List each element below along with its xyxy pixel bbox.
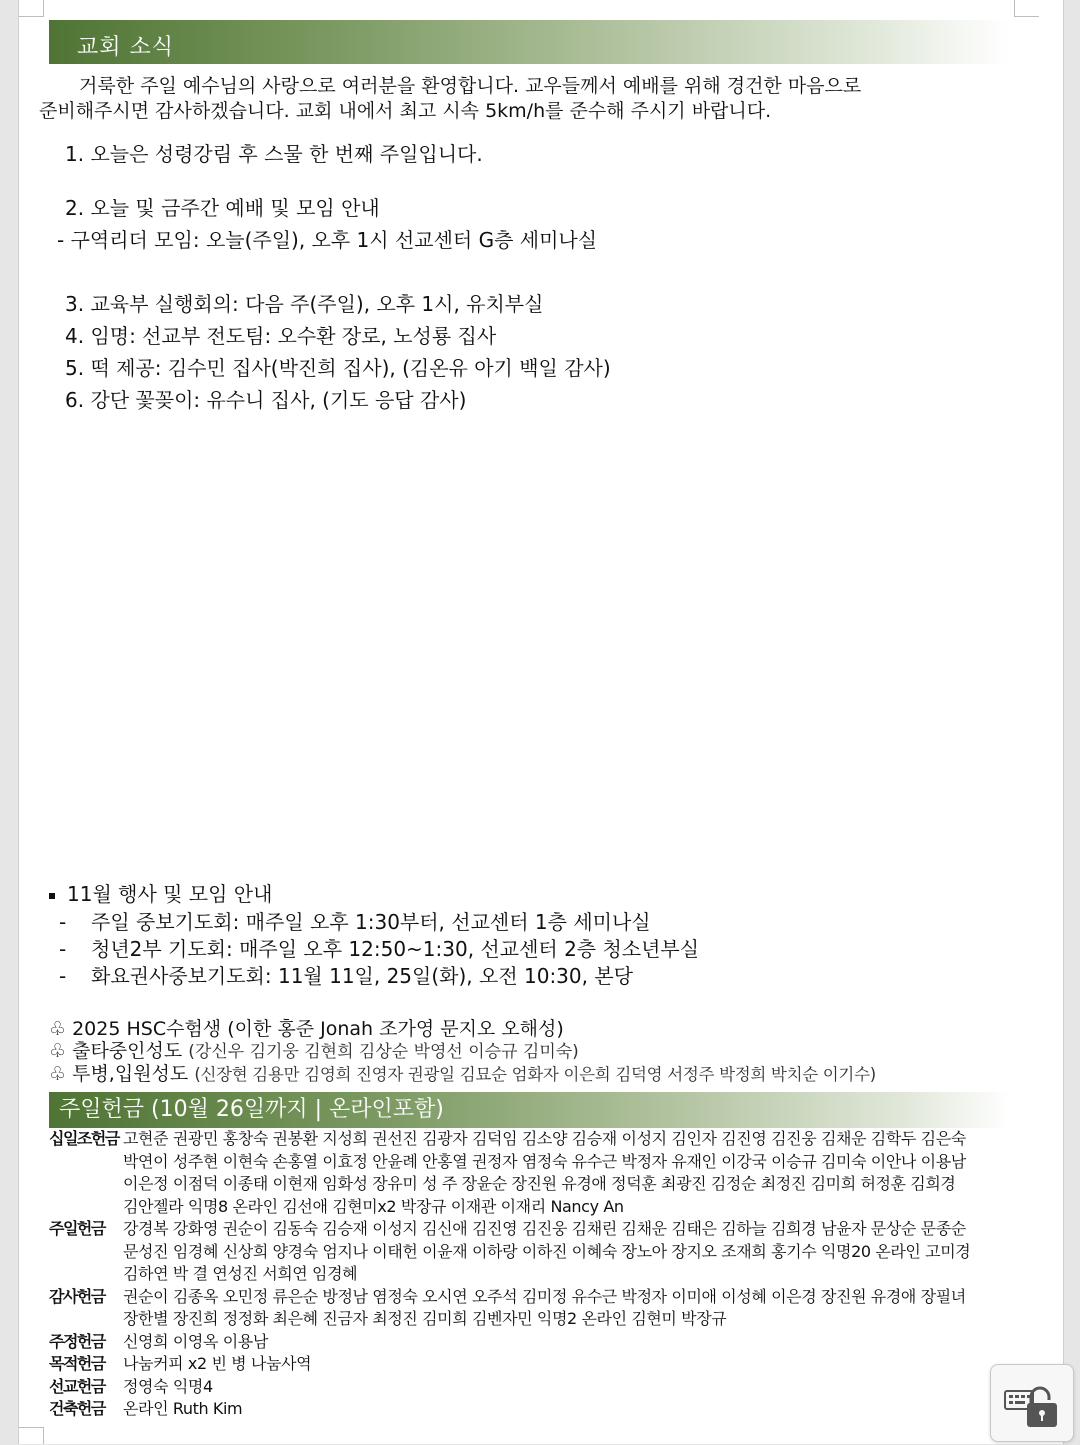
offering-names [123, 1286, 1009, 1331]
prayer-line-travel [49, 1040, 1009, 1063]
november-heading-text: 11월 행사 및 모임 안내 [67, 882, 273, 906]
offering-row-purpose [49, 1353, 1009, 1376]
offering-names-line: 온라인 Ruth Kim [123, 1399, 243, 1418]
offering-names-line: 장한별 장진희 정정화 최은혜 진금자 최정진 김미희 김벤자민 익명2 온라인 김현미 박장규 [123, 1309, 727, 1328]
prayer-names-travel: (강신우 김기웅 김현희 김상순 박영선 이승규 김미숙) [188, 1042, 579, 1062]
offerings-title: 주일헌금 (10월 26일까지 | 온라인포함) [59, 1097, 444, 1122]
news-item-2-sub: - 구역리더 모임: 오늘(주일), 오후 1시 선교센터 G층 세미나실 [57, 228, 598, 252]
crop-mark-top-right [1014, 0, 1039, 17]
clover-icon: ♧ [49, 1063, 67, 1085]
news-item-5: 5. 떡 제공: 김수민 집사(박진희 집사), (김온유 아기 백일 감사) [65, 356, 611, 380]
offering-row-regular [49, 1331, 1009, 1354]
november-item-1 [49, 909, 1009, 936]
offering-names-line: 이은정 이점덕 이종태 이현재 임화성 장유미 성 주 장윤순 장진원 유경애 정덕훈 최광진 김정순 최정진 김미희 허정훈 김희경 [123, 1174, 956, 1193]
document-page [18, 0, 1064, 1444]
offering-names [123, 1331, 1009, 1354]
keyboard-lock-icon [991, 1365, 1073, 1441]
news-item-4: 4. 임명: 선교부 전도팀: 오수환 장로, 노성룡 집사 [65, 324, 497, 348]
offering-names-line: 김안젤라 익명8 온라인 김선애 김현미x2 박장규 이재관 이재리 Nancy An [123, 1196, 624, 1216]
offering-names-line: 권순이 김종옥 오민정 류은순 방정남 염정숙 오시연 오주석 김미정 유수근 박정자 이미애 이성혜 이은경 장진원 유경애 장필녀 [123, 1286, 966, 1306]
clover-icon: ♧ [49, 1040, 67, 1062]
november-item-3-text: 화요권사중보기도회: 11월 11일, 25일(화), 오전 10:30, 본당 [91, 964, 633, 988]
november-item-2 [49, 936, 1009, 963]
welcome-paragraph [39, 74, 1009, 124]
prayer-label-travel: 출타중인성도 [72, 1040, 183, 1062]
offering-names-line: 박연이 성주현 이현숙 손홍열 이효정 안윤례 안홍열 권정자 염정숙 유수근 박정자 유재인 이강국 이승규 김미숙 이안나 이용남 [123, 1151, 966, 1171]
offering-names [123, 1398, 1009, 1421]
offering-names-line: 고현준 권광민 홍창숙 권봉환 지성희 권선진 김광자 김덕임 김소양 김승재 이성지 김인자 김진영 김진웅 김채운 김학두 김은숙 [123, 1129, 966, 1148]
offering-row-thanks [49, 1286, 1009, 1331]
news-item-2: 2. 오늘 및 금주간 예배 및 모임 안내 [65, 196, 380, 220]
offering-names-line: 정영숙 익명4 [123, 1376, 213, 1396]
dash-icon: - [59, 910, 67, 934]
keyboard-lock-button[interactable] [990, 1364, 1074, 1442]
welcome-line-1: 거룩한 주일 예수님의 사랑으로 여러분을 환영합니다. 교우들께서 예배를 위해 경건한 마음으로 [79, 75, 862, 97]
offering-names [123, 1128, 1009, 1218]
offering-label: 목적헌금 [49, 1354, 105, 1373]
offering-names-line: 김하연 박 결 연성진 서희연 임경혜 [123, 1264, 358, 1283]
offering-row-tithe [49, 1128, 1009, 1218]
offering-names-line: 문성진 임경혜 신상희 양경숙 엄지나 이태헌 이윤재 이하랑 이하진 이혜숙 장노아 장지오 조재희 홍기수 익명20 온라인 고미경 [123, 1241, 971, 1261]
clover-icon: ♧ [49, 1018, 67, 1040]
offering-label: 건축헌금 [49, 1399, 105, 1418]
offering-label: 선교헌금 [49, 1376, 105, 1396]
church-news-banner [49, 20, 1009, 64]
news-item-3: 3. 교육부 실행회의: 다음 주(주일), 오후 1시, 유치부실 [65, 292, 544, 316]
november-item-3 [49, 963, 1009, 990]
offering-names-line: 강경복 강화영 권순이 김동숙 김승재 이성지 김신애 김진영 김진웅 김채린 김채운 김태은 김하늘 김희경 남윤자 문상순 문종순 [123, 1219, 966, 1238]
dash-icon: - [59, 937, 67, 961]
november-heading [49, 880, 1009, 909]
offering-names [123, 1376, 1009, 1399]
church-news-title: 교회 소식 [77, 35, 175, 60]
offering-label: 주일헌금 [49, 1219, 105, 1238]
prayer-names-sick: (신장현 김용만 김영희 진영자 권광일 김묘순 엄화자 이은희 김덕영 서정주 박정희 박치순 이기수) [194, 1065, 876, 1084]
offering-names [123, 1353, 1009, 1376]
offering-names-line: 신영희 이영옥 이용남 [123, 1331, 268, 1351]
bullet-icon [49, 893, 55, 899]
news-item-6: 6. 강단 꽃꽂이: 유수니 집사, (기도 응답 감사) [65, 388, 467, 412]
offering-label: 주정헌금 [49, 1331, 105, 1351]
dash-icon: - [59, 964, 67, 988]
offering-names [123, 1218, 1009, 1286]
welcome-line-2: 준비해주시면 감사하겠습니다. 교회 내에서 최고 시속 5km/h를 준수해 주시기 바랍니다. [39, 100, 772, 122]
offering-label: 감사헌금 [49, 1286, 105, 1306]
prayer-label-students: 2025 HSC수험생 [72, 1018, 222, 1040]
offering-row-mission [49, 1376, 1009, 1399]
prayer-line-sick [49, 1063, 1009, 1086]
november-item-2-text: 청년2부 기도회: 매주일 오후 12:50~1:30, 선교센터 2층 청소년부실 [91, 937, 700, 961]
november-item-1-text: 주일 중보기도회: 매주일 오후 1:30부터, 선교센터 1층 세미나실 [91, 910, 651, 934]
offering-row-sunday [49, 1218, 1009, 1286]
prayer-line-students [49, 1018, 1009, 1040]
news-item-1: 1. 오늘은 성령강림 후 스물 한 번째 주일입니다. [65, 142, 483, 166]
offerings-banner [49, 1092, 1009, 1128]
bulletin-content [39, 20, 1009, 1421]
offering-row-building [49, 1398, 1009, 1421]
offering-names-line: 나눔커피 x2 빈 병 나눔사역 [123, 1354, 312, 1373]
crop-mark-bottom-left [19, 1427, 44, 1444]
prayer-names-students: (이한 홍준 Jonah 조가영 문지오 오해성) [227, 1018, 564, 1040]
crop-mark-top-left [19, 0, 44, 17]
offering-label: 십일조헌금 [49, 1129, 119, 1148]
prayer-label-sick: 투병,입원성도 [72, 1063, 189, 1085]
